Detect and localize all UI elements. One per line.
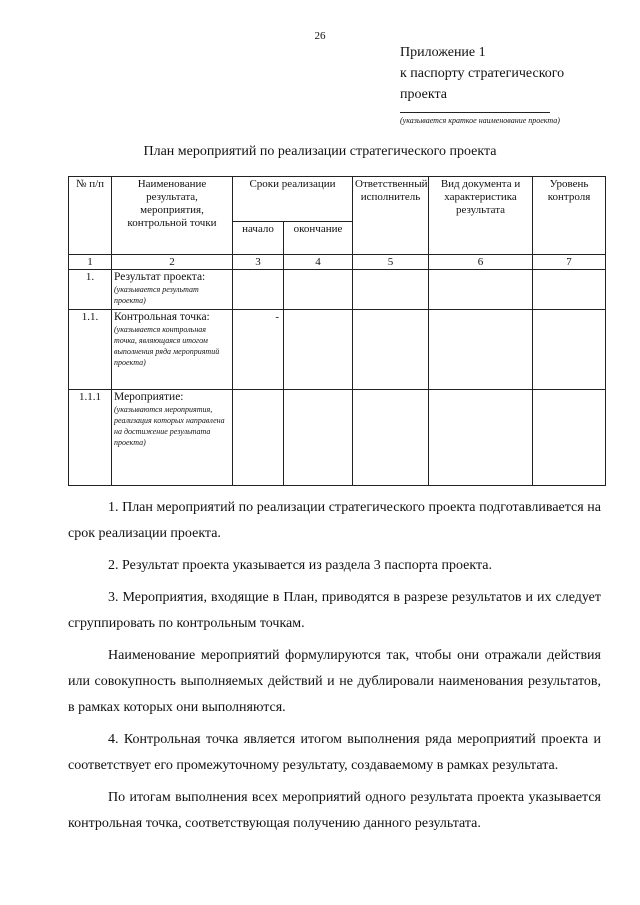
appendix-underline [400,112,550,113]
appendix-line-2: к паспорту стратегического [400,66,565,81]
body-text [68,495,601,843]
header-document: Вид документа и характеристика результата [429,177,533,255]
row-description [112,310,233,390]
col-number: 4 [284,255,353,270]
header-num: № п/п [69,177,112,255]
row-control [533,390,606,486]
paragraph: Наименование мероприятий формулируются так, чтобы они отражали действия или совокупность выполняемых действий и не дублировали наименования результатов, в рамках которых они выполняются. [68,648,601,715]
paragraph: 3. Мероприятия, входящие в План, приводятся в разрезе результатов и их следует сгруппировать по контрольным точкам. [68,590,601,631]
row-document [429,270,533,310]
paragraph: 4. Контрольная точка является итогом выполнения ряда мероприятий проекта и соответствует его промежуточному результату, создаваемому в рамках результата. [68,732,601,773]
header-control: Уровень контроля [533,177,606,255]
table-row [69,310,606,390]
header-end: окончание [284,222,353,255]
header-responsible: Ответственный исполнитель [353,177,429,255]
row-start [233,390,284,486]
row-responsible [353,270,429,310]
row-end [284,390,353,486]
row-note: (указывается контрольная точка, являющаяся итогом выполнения ряда мероприятий проекта) [114,325,220,367]
page-number: 26 [314,30,326,42]
appendix-line-3: проекта [400,87,447,102]
row-start-value: - [275,311,279,323]
row-number: 1.1. [69,310,112,390]
table-header-row [69,177,606,222]
appendix-heading [400,42,620,105]
row-number: 1. [69,270,112,310]
appendix-line-1: Приложение 1 [400,45,486,60]
paragraph: 1. План мероприятий по реализации стратегического проекта подготавливается на срок реализации проекта. [68,500,601,541]
row-end [284,270,353,310]
row-start [233,310,284,390]
column-number-row [69,255,606,270]
col-number: 1 [69,255,112,270]
row-document [429,310,533,390]
plan-table [68,176,606,486]
header-period: Сроки реализации [233,177,353,222]
row-label: Контрольная точка: [114,311,210,323]
page-title: План мероприятий по реализации стратегического проекта [143,144,497,159]
row-responsible [353,390,429,486]
header-start: начало [233,222,284,255]
col-number: 7 [533,255,606,270]
col-number: 3 [233,255,284,270]
row-responsible [353,310,429,390]
row-description [112,390,233,486]
table-row [69,390,606,486]
appendix-note: (указывается краткое наименование проекта) [400,116,560,125]
col-number: 6 [429,255,533,270]
row-document [429,390,533,486]
col-number: 5 [353,255,429,270]
row-description [112,270,233,310]
row-label: Мероприятие: [114,391,184,403]
row-start [233,270,284,310]
table-row [69,270,606,310]
row-note: (указываются мероприятия, реализация которых направлена на достижение результата проекта) [114,405,225,447]
row-end [284,310,353,390]
row-control [533,310,606,390]
row-label: Результат проекта: [114,271,206,283]
col-number: 2 [112,255,233,270]
paragraph: По итогам выполнения всех мероприятий одного результата проекта указывается контрольная точка, соответствующая получению данного результата. [68,790,601,831]
row-note: (указывается результат проекта) [114,285,199,305]
header-name: Наименование результата, мероприятия, контрольной точки [112,177,233,255]
row-control [533,270,606,310]
paragraph: 2. Результат проекта указывается из раздела 3 паспорта проекта. [108,558,493,573]
row-number: 1.1.1 [69,390,112,486]
